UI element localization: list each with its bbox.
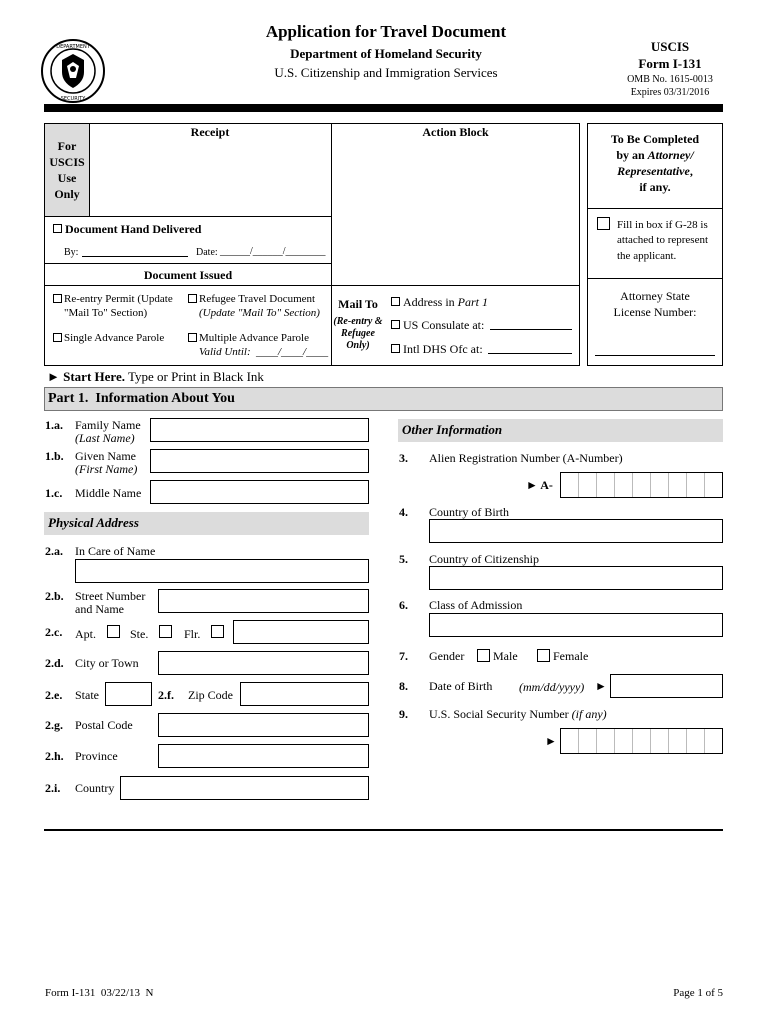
field-number: 7.: [399, 649, 408, 663]
field-2g-postal-code[interactable]: [158, 713, 369, 737]
state-label: State: [75, 688, 99, 702]
field-1c-middle-name[interactable]: [150, 480, 369, 504]
g28-label: attached to represent: [617, 234, 709, 246]
gender-label: Gender: [429, 649, 465, 663]
postal-code-label: Postal Code: [75, 718, 133, 732]
receipt-heading: Receipt: [190, 125, 230, 139]
date-of-birth-label: Date of Birth: [429, 679, 493, 693]
city-label: City or Town: [75, 656, 139, 670]
zip-label: Zip Code: [188, 688, 233, 702]
mail-to-note: Refugee: [341, 328, 375, 339]
for-uscis-label: Use: [57, 171, 77, 185]
ssn-label: [429, 707, 607, 721]
mail-to-note: (Re-entry &: [333, 316, 383, 327]
date-line[interactable]: ______/______/________: [220, 246, 326, 257]
hand-delivered-checkbox[interactable]: [53, 224, 62, 233]
ste-checkbox[interactable]: [159, 625, 172, 638]
class-of-admission-label: Class of Admission: [429, 598, 523, 612]
form-title: Application for Travel Document: [265, 22, 507, 41]
given-name-sublabel: (First Name): [75, 462, 138, 476]
field-2i-country[interactable]: [120, 776, 369, 800]
attorney-box-text: ,: [689, 164, 693, 178]
us-consulate-checkbox[interactable]: [391, 320, 400, 329]
header-rule: [44, 104, 723, 112]
refugee-travel-label: Refugee Travel Document: [199, 293, 316, 305]
refugee-travel-checkbox[interactable]: [188, 294, 197, 303]
field-2e-state[interactable]: [105, 682, 152, 706]
field-9-ssn[interactable]: [560, 728, 723, 754]
attorney-box-heading: if any.: [639, 180, 671, 194]
start-here-label: Start Here.: [63, 369, 125, 384]
country-of-citizenship-label: Country of Citizenship: [429, 552, 539, 566]
section-end-rule: [44, 829, 723, 831]
field-number: 2.b.: [45, 589, 64, 603]
us-consulate-line[interactable]: [490, 329, 572, 330]
field-number: 5.: [399, 552, 408, 566]
country-of-birth-label: Country of Birth: [429, 505, 509, 519]
field-number: 2.h.: [45, 749, 64, 763]
apt-checkbox[interactable]: [107, 625, 120, 638]
form-edition: Form I-131 03/22/13 N: [45, 987, 154, 999]
date-label: Date:: [196, 247, 218, 258]
reentry-permit-label: Re-entry Permit (Update: [64, 293, 173, 305]
middle-name-label: Middle Name: [75, 486, 142, 500]
valid-until-line[interactable]: ____/____/____: [256, 346, 329, 358]
apt-label: Apt.: [75, 627, 96, 641]
field-6-class-of-admission[interactable]: [429, 613, 723, 637]
address-in-text: Address in: [403, 295, 458, 309]
flr-checkbox[interactable]: [211, 625, 224, 638]
form-id: Form I-131: [638, 56, 702, 71]
field-number: 6.: [399, 598, 408, 612]
province-label: Province: [75, 749, 118, 763]
action-block-heading: Action Block: [422, 125, 489, 139]
ste-label: Ste.: [130, 627, 149, 641]
a-number-prefix: ► A-: [526, 478, 553, 492]
a-number-label: Alien Registration Number (A-Number): [429, 451, 623, 465]
field-1a-family-name[interactable]: [150, 418, 369, 442]
intl-dhs-office-line[interactable]: [488, 353, 572, 354]
start-here-instruction: [47, 369, 264, 385]
reentry-permit-checkbox[interactable]: [53, 294, 62, 303]
other-information-heading: Other Information: [402, 422, 503, 437]
physical-address-heading: Physical Address: [48, 515, 139, 530]
field-3-a-number[interactable]: [560, 472, 723, 498]
field-2d-city-or-town[interactable]: [158, 651, 369, 675]
for-uscis-label: Only: [54, 187, 80, 201]
omb-number: OMB No. 1615-0013: [627, 74, 713, 85]
field-number: 2.g.: [45, 718, 63, 732]
attorney-box-heading: [588, 148, 722, 162]
field-number: 2.a.: [45, 544, 63, 558]
gender-male-checkbox[interactable]: [477, 649, 490, 662]
multiple-parole-checkbox[interactable]: [188, 333, 197, 342]
field-8-date-of-birth[interactable]: [610, 674, 723, 698]
multiple-parole-label: Multiple Advance Parole: [199, 332, 309, 344]
date-format-hint: (mm/dd/yyyy): [519, 680, 585, 694]
family-name-label: Family Name: [75, 418, 141, 432]
field-number: 4.: [399, 505, 408, 519]
field-1b-given-name[interactable]: [150, 449, 369, 473]
address-in-part1-checkbox[interactable]: [391, 297, 400, 306]
attorney-license-label: License Number:: [613, 305, 697, 319]
for-uscis-use-panel: [45, 124, 89, 216]
arrow-icon: ►: [545, 734, 557, 748]
g28-attached-checkbox[interactable]: [597, 217, 610, 230]
by-line[interactable]: [82, 256, 188, 257]
field-number: 2.e.: [45, 688, 63, 702]
field-number: 1.c.: [45, 486, 63, 500]
attorney-box-text: Attorney/: [647, 148, 694, 162]
single-parole-label: Single Advance Parole: [64, 332, 165, 344]
field-number: 2.i.: [45, 781, 61, 795]
for-uscis-label: For: [57, 139, 77, 153]
mail-to-note: Only): [346, 340, 370, 351]
field-4-country-of-birth[interactable]: [429, 519, 723, 543]
address-in-part1-label: [403, 295, 488, 309]
g28-label: Fill in box if G-28 is: [617, 219, 708, 231]
page-number: Page 1 of 5: [673, 987, 723, 999]
attorney-license-line[interactable]: [595, 355, 715, 356]
gender-female-checkbox[interactable]: [537, 649, 550, 662]
field-number: 1.a.: [45, 418, 63, 432]
expiration-date: Expires 03/31/2016: [630, 87, 710, 98]
field-number: 9.: [399, 707, 408, 721]
attorney-license-label: Attorney State: [620, 289, 690, 303]
reentry-permit-note: "Mail To" Section): [64, 307, 148, 319]
field-2a-in-care-of-name[interactable]: [75, 559, 369, 583]
field-2b-street-number-name[interactable]: [158, 589, 369, 613]
intl-dhs-office-checkbox[interactable]: [391, 344, 400, 353]
street-label: Street Number: [75, 589, 146, 603]
svg-text:DEPARTMENT: DEPARTMENT: [56, 44, 90, 50]
field-2f-zip-code[interactable]: [240, 682, 369, 706]
field-2c-unit-number[interactable]: [233, 620, 369, 644]
mail-to-label: Mail To: [338, 297, 378, 311]
department-name: Department of Homeland Security: [290, 46, 482, 61]
ssn-label-text: U.S. Social Security Number: [429, 707, 572, 721]
svg-text:SECURITY: SECURITY: [60, 96, 86, 102]
arrow-icon: ►: [595, 679, 607, 693]
attorney-box-heading: [588, 164, 722, 178]
ssn-label-note: (if any): [571, 707, 607, 721]
attorney-box-text: by an: [616, 148, 648, 162]
refugee-travel-note: (Update "Mail To" Section): [199, 307, 320, 319]
field-number: 2.c.: [45, 625, 63, 639]
by-label: By:: [64, 247, 79, 258]
street-label: and Name: [75, 602, 124, 616]
field-5-country-of-citizenship[interactable]: [429, 566, 723, 590]
field-number: 8.: [399, 679, 408, 693]
field-2h-province[interactable]: [158, 744, 369, 768]
given-name-label: Given Name: [75, 449, 136, 463]
dhs-seal-icon: [40, 38, 106, 104]
part1-heading: Part 1. Information About You: [48, 391, 235, 406]
uscis-label: USCIS: [650, 39, 690, 54]
field-number: 2.d.: [45, 656, 64, 670]
field-number: 1.b.: [45, 449, 64, 463]
for-uscis-label: USCIS: [49, 155, 85, 169]
field-number: 2.f.: [158, 688, 174, 702]
valid-until-label: Valid Until:: [199, 346, 251, 358]
attorney-box-text: Representative: [617, 164, 690, 178]
hand-delivered-label: Document Hand Delivered: [65, 222, 202, 236]
part1-ref: Part 1: [457, 295, 489, 309]
agency-name: U.S. Citizenship and Immigration Services: [274, 65, 498, 80]
in-care-of-label: In Care of Name: [75, 544, 156, 558]
flr-label: Flr.: [184, 627, 201, 641]
intl-dhs-office-label: Intl DHS Ofc at:: [403, 342, 483, 356]
gender-female-label: Female: [553, 649, 589, 663]
document-issued-heading: Document Issued: [143, 268, 233, 282]
country-label: Country: [75, 781, 115, 795]
us-consulate-label: US Consulate at:: [403, 318, 485, 332]
g28-label: the applicant.: [617, 250, 677, 262]
arrow-icon: ►: [47, 369, 60, 384]
single-parole-checkbox[interactable]: [53, 333, 62, 342]
ink-instruction: Type or Print in Black Ink: [128, 369, 264, 384]
attorney-box-heading: To Be Completed: [610, 132, 700, 146]
field-number: 3.: [399, 451, 408, 465]
family-name-sublabel: (Last Name): [75, 431, 135, 445]
gender-male-label: Male: [493, 649, 518, 663]
